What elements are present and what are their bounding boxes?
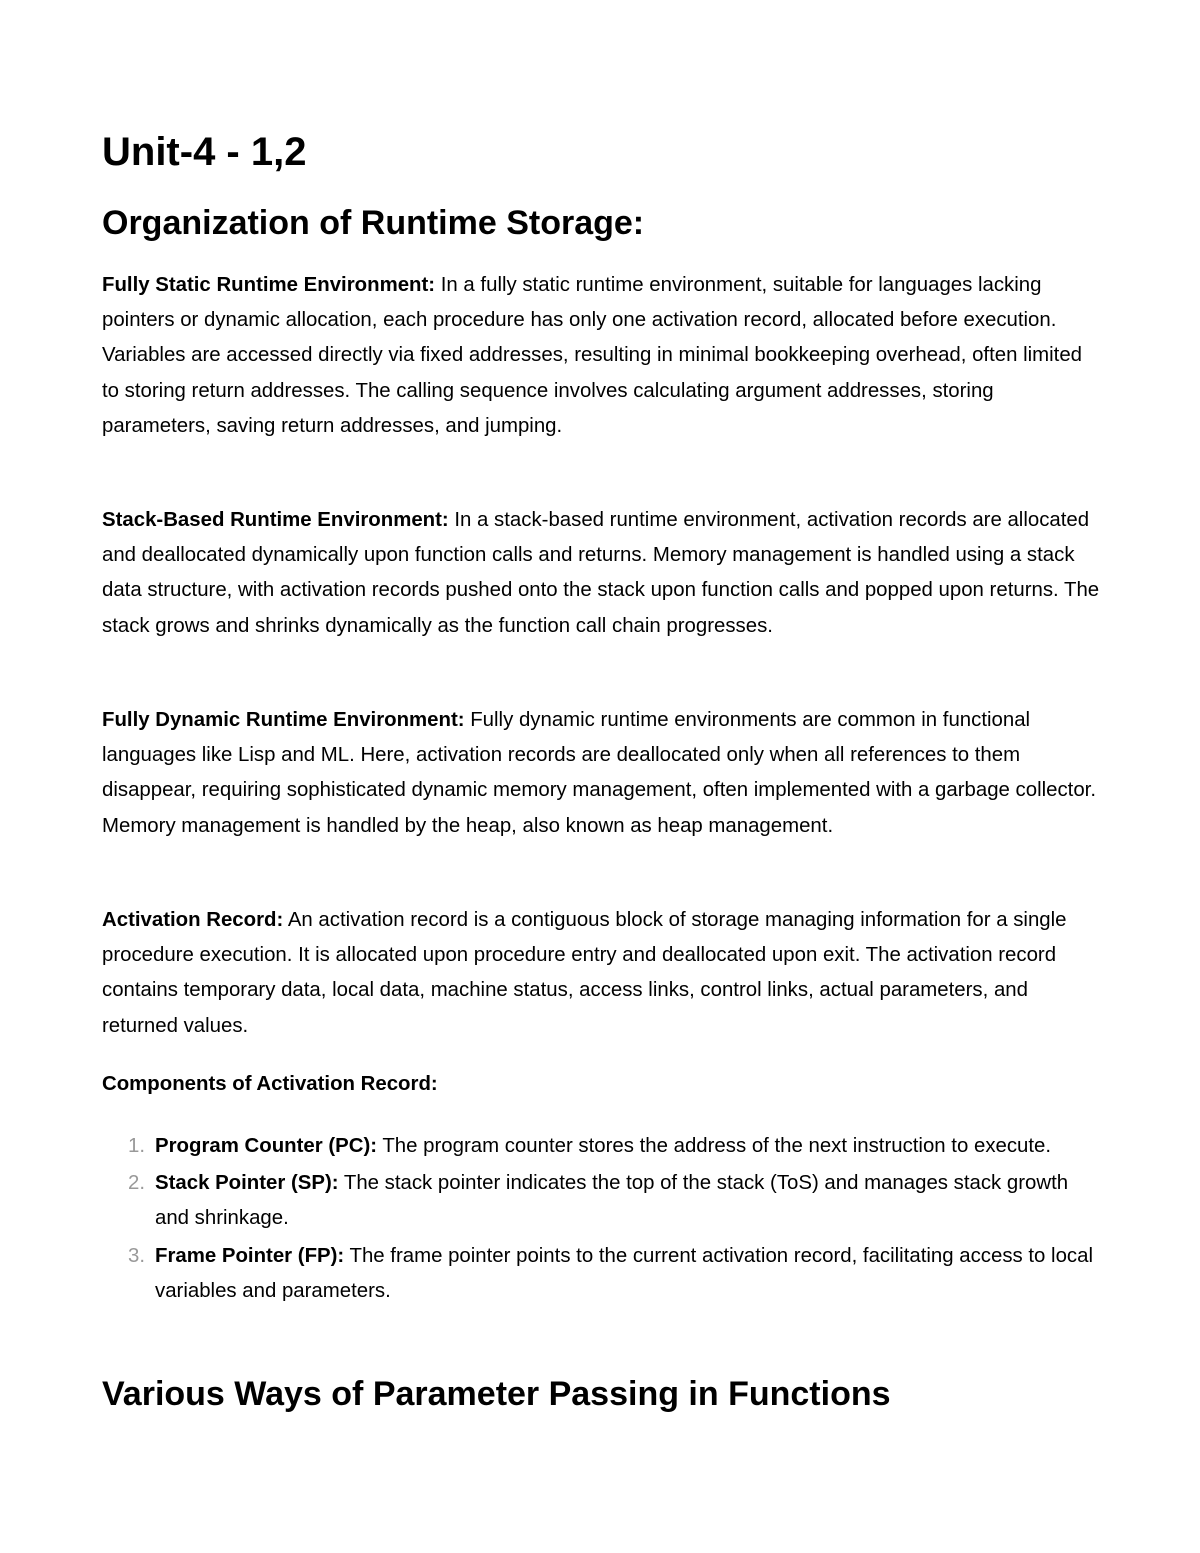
term-frame-pointer: Frame Pointer (FP):	[155, 1244, 345, 1267]
paragraph-activation-record	[102, 903, 1102, 1044]
section-heading-parameter-passing: Various Ways of Parameter Passing in Functions	[102, 1375, 891, 1413]
list-item-frame-pointer	[102, 1239, 1102, 1309]
list-item-text: The stack pointer indicates the top of the stack (ToS) and manages stack growth and shrinkage.	[155, 1172, 1069, 1230]
paragraph-fully-static	[102, 268, 1102, 444]
list-item-program-counter	[102, 1129, 1102, 1164]
list-item-text: The frame pointer points to the current activation record, facilitating access to local variables and parameters.	[155, 1244, 1093, 1302]
term-activation-record: Activation Record:	[102, 909, 284, 931]
paragraph-stack-based	[102, 503, 1102, 644]
paragraph-text: An activation record is a contiguous block of storage managing information for a single procedure execution. It is allocated upon procedure entry and deallocated upon exit. The activation record contains temporary data, local data, machine status, access links, control links, actual parameters, and returned values.	[102, 909, 1067, 1037]
list-item-stack-pointer	[102, 1166, 1102, 1236]
paragraph-fully-dynamic	[102, 703, 1102, 844]
components-list	[102, 1129, 1102, 1311]
list-item-text: The program counter stores the address of the next instruction to execute.	[377, 1135, 1052, 1157]
list-number: 1.	[128, 1135, 146, 1157]
term-fully-static: Fully Static Runtime Environment:	[102, 274, 436, 296]
components-title: Components of Activation Record:	[102, 1073, 438, 1095]
paragraph-text: In a stack-based runtime environment, activation records are allocated and deallocated dynamically upon function calls and returns. Memory management is handled using a stack data structure, with activation records pushed onto the stack upon function calls and popped upon returns. The stack grows and shrinks dynamically as the function call chain progresses.	[102, 509, 1100, 637]
list-number: 3.	[128, 1244, 146, 1267]
term-fully-dynamic: Fully Dynamic Runtime Environment:	[102, 709, 465, 731]
term-program-counter: Program Counter (PC):	[155, 1135, 378, 1157]
paragraph-text: Fully dynamic runtime environments are common in functional languages like Lisp and ML. Here, activation records are deallocated only when all references to them disappear, requiring sophisticated dynamic memory management, often implemented with a garbage collector. Memory management is handled by the heap, also known as heap management.	[102, 709, 1097, 837]
term-stack-based: Stack-Based Runtime Environment:	[102, 509, 449, 531]
section-heading-runtime-storage: Organization of Runtime Storage:	[102, 204, 645, 242]
list-number: 2.	[128, 1172, 146, 1195]
page-title: Unit-4 - 1,2	[102, 130, 307, 174]
term-stack-pointer: Stack Pointer (SP):	[155, 1172, 339, 1195]
paragraph-text: In a fully static runtime environment, suitable for languages lacking pointers or dynamic allocation, each procedure has only one activation record, allocated before execution. Variables are accessed directly via fixed addresses, resulting in minimal bookkeeping overhead, often limited to storing return addresses. The calling sequence involves calculating argument addresses, storing parameters, saving return addresses, and jumping.	[102, 274, 1083, 437]
